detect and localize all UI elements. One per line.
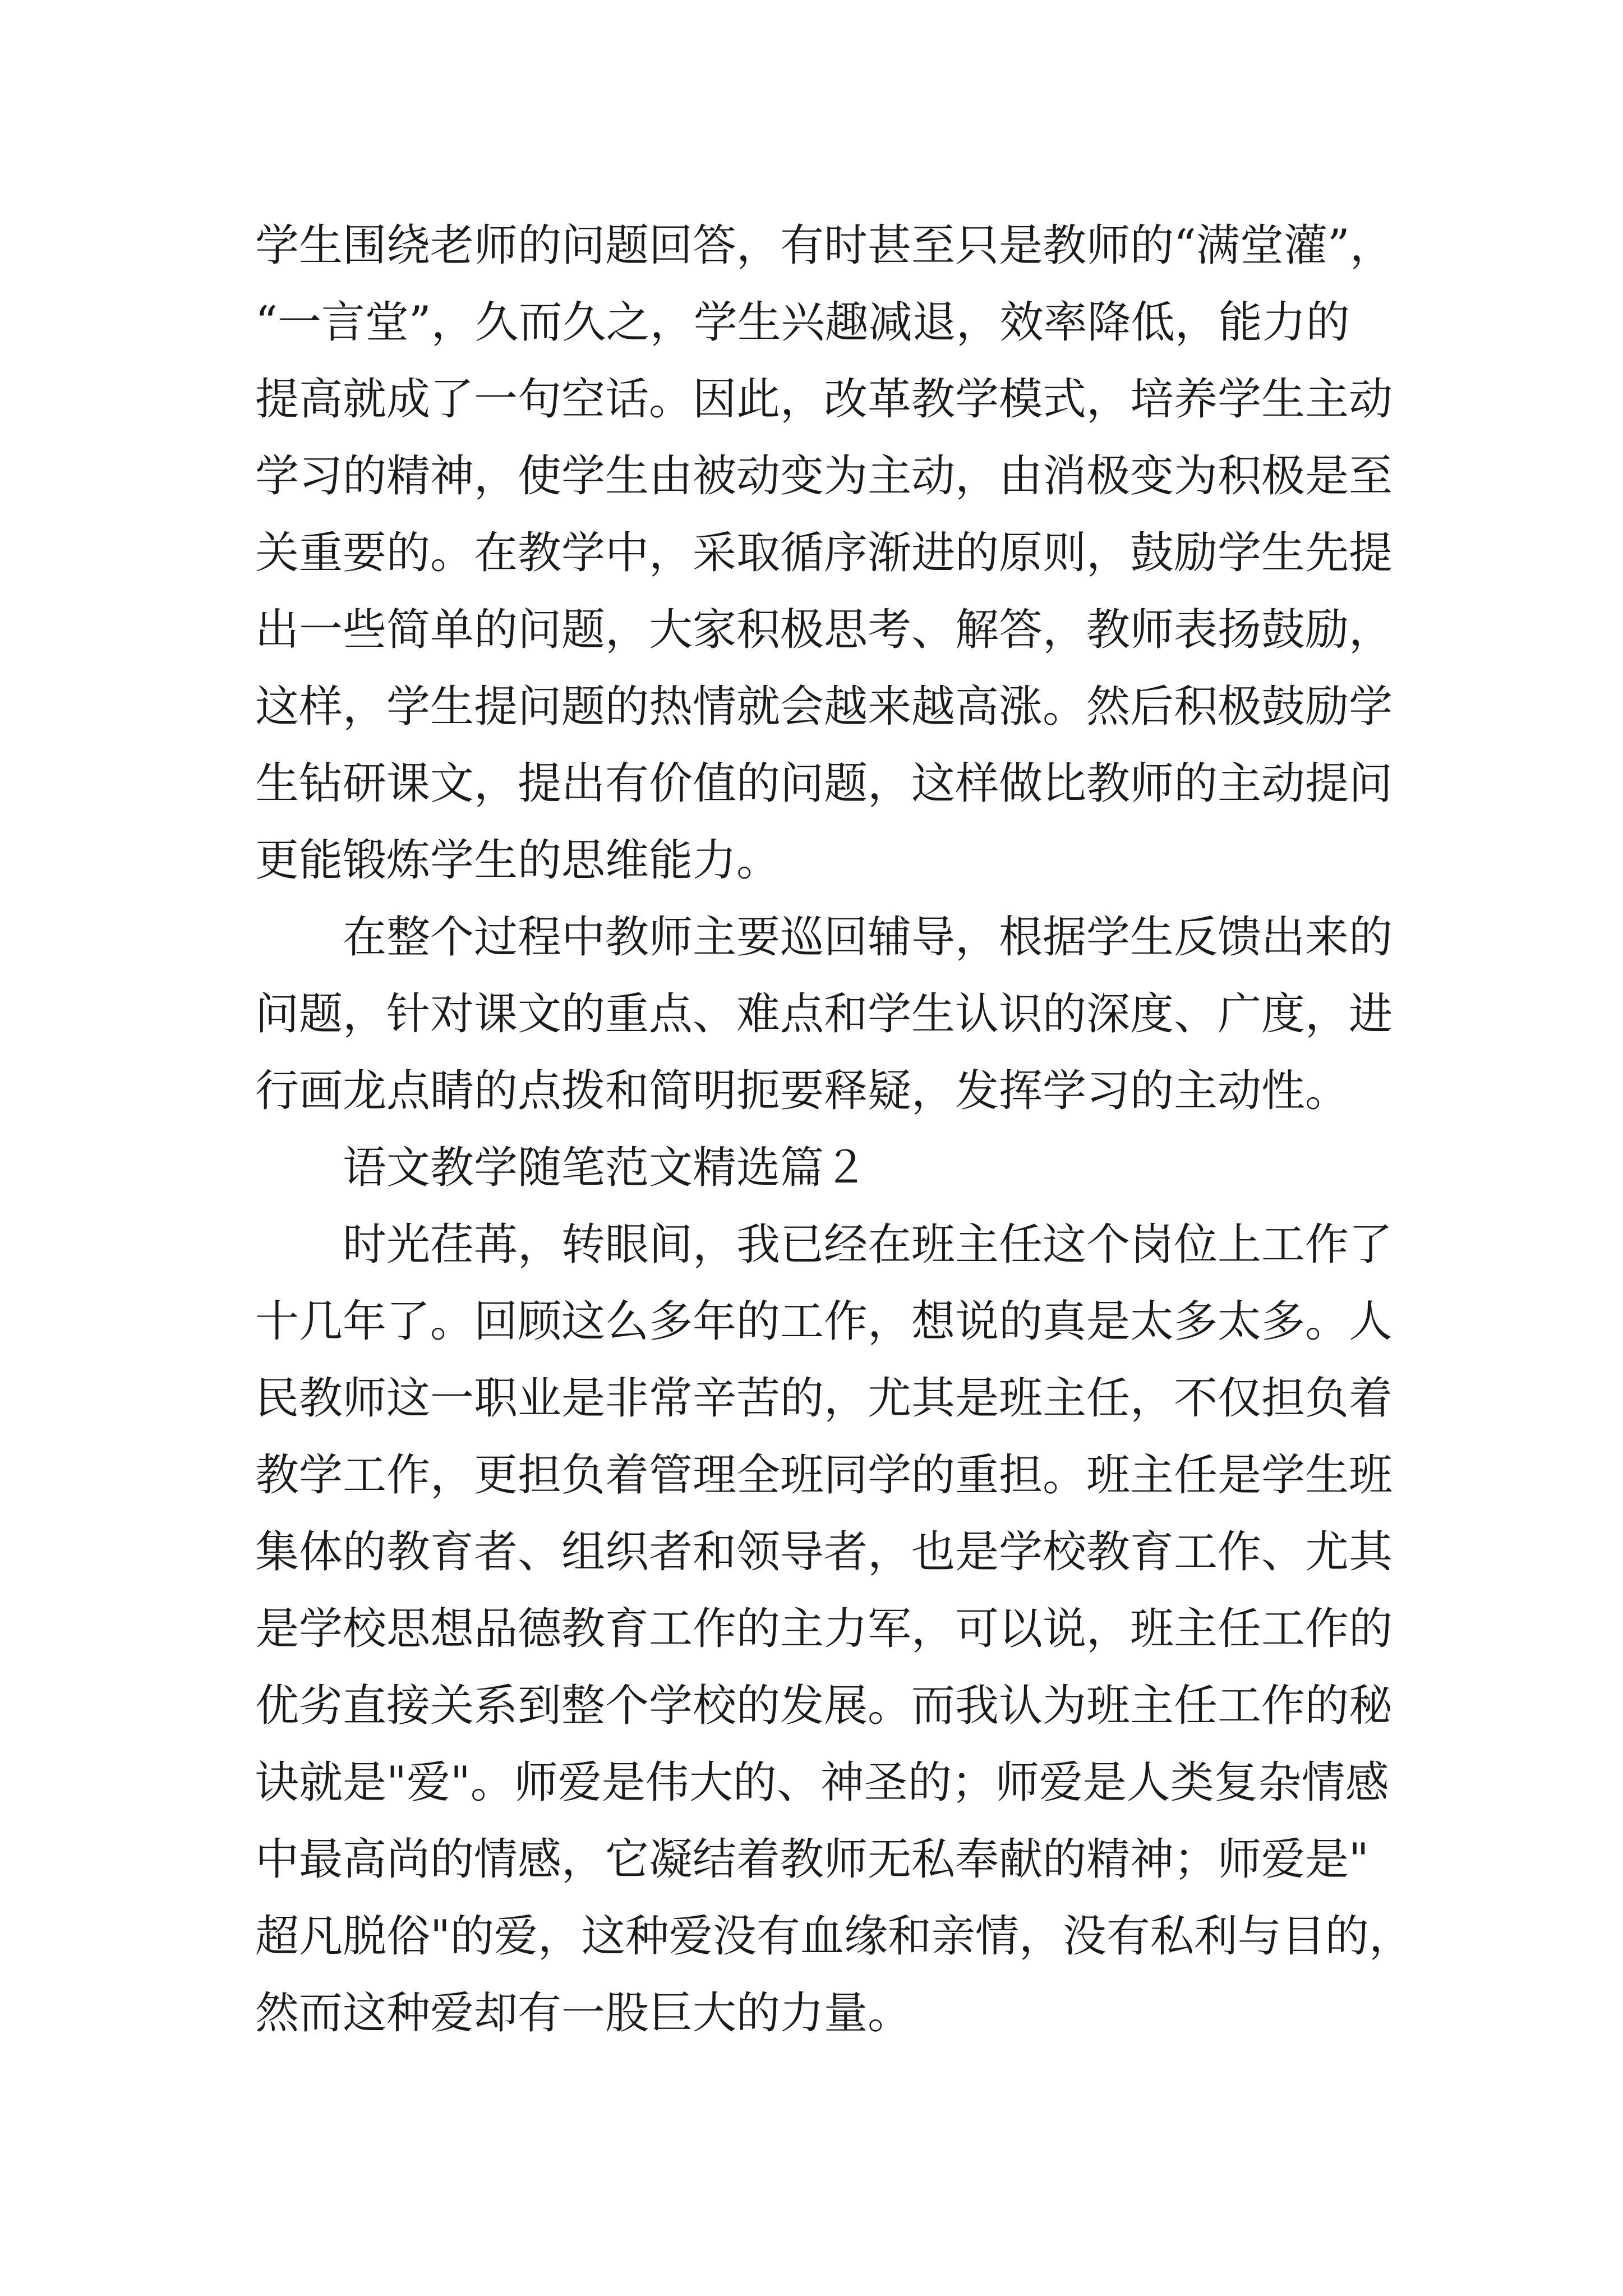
text-line: 教学工作，更担负着管理全班同学的重担。班主任是学生班 [255,1450,1393,1501]
section-heading: 语文教学随笔范文精选篇２ [343,1143,868,1193]
text-line: 然而这种爱却有一股巨大的力量。 [255,1988,912,2039]
text-line: 更能锻炼学生的思维能力。 [255,835,781,886]
text-line: 诀就是"爱"。师爱是伟大的、神圣的；师爱是人类复杂情感 [255,1757,1389,1808]
text-line: 提高就成了一句空话。因此，改革教学模式，培养学生主动 [255,374,1393,425]
text-line: 生钻研课文，提出有价值的问题，这样做比教师的主动提问 [255,758,1393,809]
text-line: 中最高尚的情感，它凝结着教师无私奉献的精神；师爱是" [255,1834,1369,1885]
text-line: 问题，针对课文的重点、难点和学生认识的深度、广度，进 [255,989,1393,1039]
paragraph-start-line: 在整个过程中教师主要巡回辅导，根据学生反馈出来的 [343,912,1393,963]
text-line: 集体的教育者、组织者和领导者，也是学校教育工作、尤其 [255,1527,1393,1577]
text-line: 优劣直接关系到整个学校的发展。而我认为班主任工作的秘 [255,1681,1393,1731]
body-text [255,208,1444,2052]
text-line: 关重要的。在教学中，采取循序渐进的原则，鼓励学生先提 [255,528,1393,578]
paragraph-start-line: 时光荏苒，转眼间，我已经在班主任这个岗位上工作了 [343,1220,1393,1270]
text-line: 学生围绕老师的问题回答，有时甚至只是教师的“满堂灌”， [255,220,1394,271]
text-line: “一言堂”，久而久之，学生兴趣减退，效率降低，能力的 [255,297,1350,348]
text-line: 学习的精神，使学生由被动变为主动，由消极变为积极是至 [255,451,1393,501]
text-line: 这样，学生提问题的热情就会越来越高涨。然后积极鼓励学 [255,682,1393,732]
text-line: 民教师这一职业是非常辛苦的，尤其是班主任，不仅担负着 [255,1373,1393,1424]
text-line: 出一些简单的问题，大家积极思考、解答，教师表扬鼓励， [255,605,1393,655]
text-line: 十几年了。回顾这么多年的工作，想说的真是太多太多。人 [255,1296,1393,1347]
text-line: 超凡脱俗"的爱，这种爱没有血缘和亲情，没有私利与目的， [255,1911,1413,1962]
text-line: 行画龙点睛的点拨和简明扼要释疑，发挥学习的主动性。 [255,1066,1349,1116]
text-line: 是学校思想品德教育工作的主力军，可以说，班主任工作的 [255,1604,1393,1654]
